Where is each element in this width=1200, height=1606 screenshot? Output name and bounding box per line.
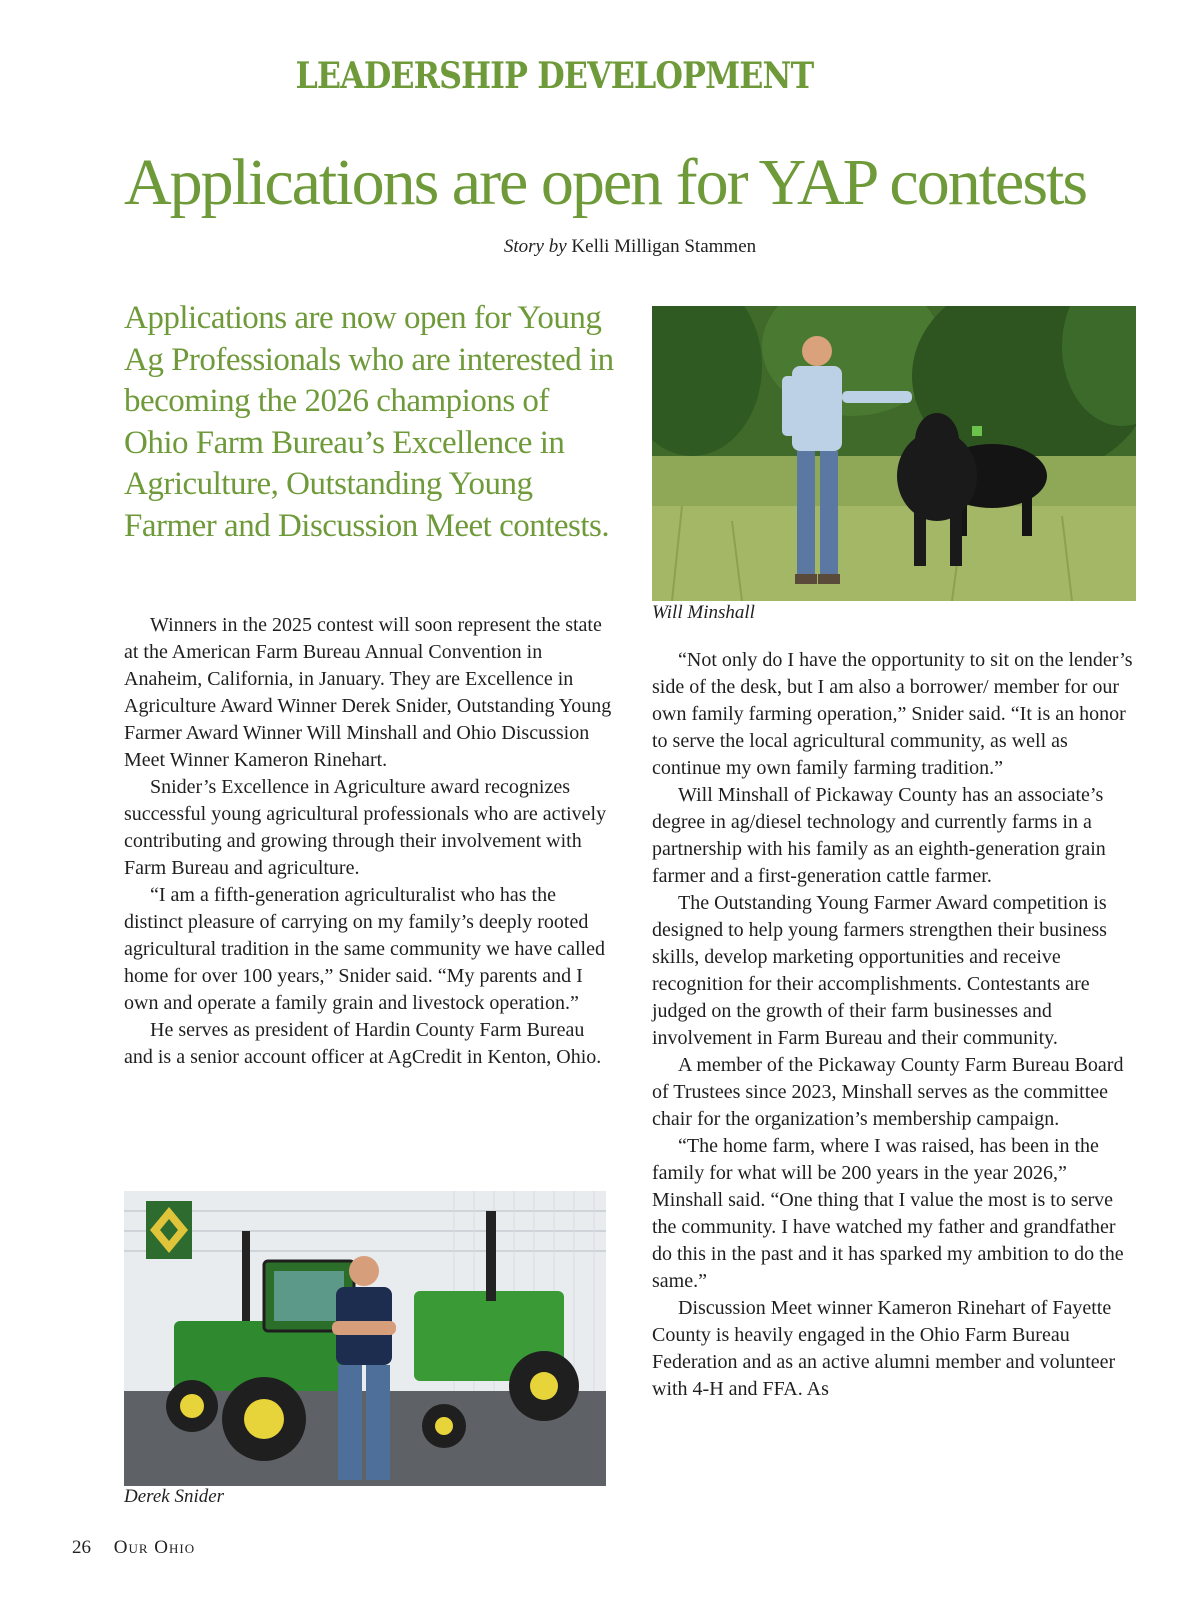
paragraph: He serves as president of Hardin County Farm Bureau and is a senior account officer at AgCredit in Kenton, Ohio. [124, 1019, 602, 1068]
publication-name: Our Ohio [113, 1537, 196, 1558]
caption-derek-snider: Derek Snider [124, 1486, 225, 1507]
page-number: 26 [72, 1537, 91, 1558]
paragraph: Will Minshall of Pickaway County has an associate’s degree in ag/diesel technology and currently farms in a partnership with his family as an eighth-generation grain farmer and a first-generation cattle farmer. [652, 784, 1106, 887]
page-footer [72, 1537, 195, 1559]
byline [0, 236, 1200, 258]
right-column [652, 647, 1136, 1403]
paragraph: Winners in the 2025 contest will soon represent the state at the American Farm Bureau Annual Convention in Anaheim, California, in January. They are Excellence in Agriculture Award Winner Derek Snider, Outstanding Young Farmer Award Winner Will Minshall and Ohio Discussion Meet Winner Kameron Rinehart. [124, 614, 612, 771]
paragraph: Snider’s Excellence in Agriculture award recognizes successful young agricultural professionals who are actively contributing and growing through their involvement with Farm Bureau and agriculture. [124, 776, 607, 879]
paragraph: “The home farm, where I was raised, has been in the family for what will be 200 years in the year 2026,” Minshall said. “One thing that I value the most is to serve the community. I have watched my father and grandfather do this in the past and it has sparked my ambition to do the same.” [652, 1135, 1124, 1292]
paragraph: “I am a fifth-generation agriculturalist who has the distinct pleasure of carrying on my family’s deeply rooted agricultural tradition in the same community we have called home for over 100 years,” Snider said. “My parents and I own and operate a family grain and livestock operation.” [124, 884, 605, 1014]
section-tag: LEADERSHIP DEVELOPMENT [295, 55, 814, 97]
paragraph: The Outstanding Young Farmer Award competition is designed to help young farmers strengthen their business skills, develop marketing opportunities and receive recognition for their accomplishments. Contestants are judged on the growth of their farm businesses and involvement in Farm Bureau and their community. [652, 892, 1107, 1049]
byline-author: Kelli Milligan Stammen [571, 236, 757, 257]
paragraph: “Not only do I have the opportunity to sit on the lender’s side of the desk, but I am also a borrower/ member for our own family farming operation,” Snider said. “It is an honor to serve the local agricultural community, as well as continue my own family farming tradition.” [652, 649, 1133, 779]
byline-lead: Story by [503, 236, 567, 257]
will-minshall-photo [652, 306, 1136, 601]
left-column [124, 612, 614, 1071]
paragraph: Discussion Meet winner Kameron Rinehart of Fayette County is heavily engaged in the Ohio Farm Bureau Federation and as an active alumni member and volunteer with 4-H and FFA. As [652, 1297, 1116, 1400]
article-headline: Applications are open for YAP contests [124, 146, 1087, 219]
derek-snider-photo [124, 1191, 606, 1486]
intro-deck: Applications are now open for Young Ag Professionals who are interested in becoming the 2026 champions of Ohio Farm Bureau’s Excellence in Agriculture, Outstanding Young Farmer and Discussion Meet contests. [124, 300, 614, 544]
caption-will-minshall: Will Minshall [652, 602, 755, 623]
paragraph: A member of the Pickaway County Farm Bureau Board of Trustees since 2023, Minshall serves as the committee chair for the organization’s membership campaign. [652, 1054, 1124, 1130]
